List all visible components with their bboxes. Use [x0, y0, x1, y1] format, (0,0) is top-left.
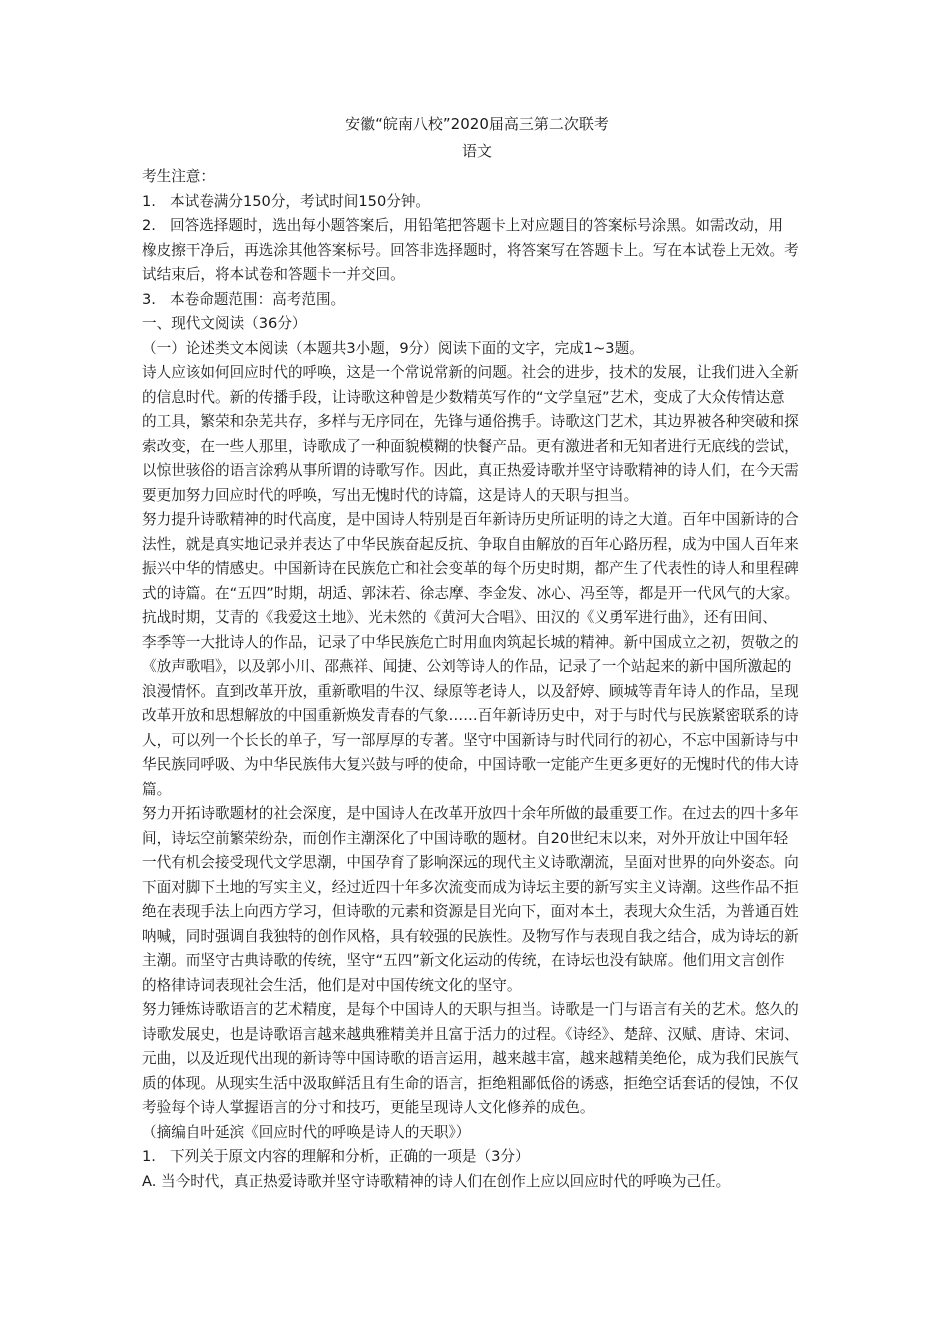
notice-item-number: 1.	[142, 192, 156, 210]
notice-item-text: 本试卷满分150分，考试时间150分钟。	[170, 192, 431, 210]
passage-paragraph	[142, 998, 812, 1121]
passage-line: 《放声歌唱》，以及郭小川、邵燕祥、闻捷、公刘等诗人的作品，记录了一个站起来的新中国所激起的	[142, 658, 792, 675]
notice-item-text: 试结束后，将本试卷和答题卡一并交回。	[142, 266, 405, 283]
passage-line: 努力锤炼诗歌语言的艺术精度，是每个中国诗人的天职与担当。诗歌是一门与语言有关的艺术。悠久的	[142, 1001, 799, 1018]
passage-source: （摘编自叶延滨《回应时代的呼唤是诗人的天职》）	[142, 1123, 471, 1141]
notice-heading: 考生注意：	[142, 168, 215, 185]
passage-line: 浪漫情怀。直到改革开放，重新歌唱的牛汉、绿原等老诗人，以及舒婷、顾城等青年诗人的作品，呈现	[142, 682, 799, 700]
notice-item	[142, 288, 812, 313]
exam-subject: 语文	[461, 142, 492, 160]
passage-line: 法性，就是真实地记录并表达了中华民族奋起反抗、争取自由解放的百年心路历程，成为中国人百年来	[142, 535, 799, 553]
question-number: 1.	[142, 1148, 156, 1165]
passage-line: 诗人应该如何回应时代的呼唤，这是一个常说常新的问题。社会的进步，技术的发展，让我们进入全新	[142, 364, 799, 381]
question-text: 下列关于原文内容的理解和分析，正确的一项是（3分）	[170, 1148, 530, 1165]
exam-title: 安徽“皖南八校”2020届高三第二次联考	[345, 115, 609, 133]
passage-line: 索改变，在一些人那里，诗歌成了一种面貌模糊的快餐产品。更有激进者和无知者进行无底线的尝试，	[142, 437, 799, 455]
passage-line: 下面对脚下土地的写实主义，经过近四十年多次流变而成为诗坛主要的新写实主义诗潮。这些作品不拒	[142, 878, 799, 896]
passage-line: 李季等一大批诗人的作品，记录了中华民族危亡时用血肉筑起长城的精神。新中国成立之初，贺敬之的	[142, 633, 799, 651]
passage-line: 绝在表现手法上向西方学习，但诗歌的元素和资源是目光向下，面对本土，表现大众生活，为普通百姓	[142, 903, 799, 920]
passage-line: 主潮。而坚守古典诗歌的传统，坚守“五四”新文化运动的传统，在诗坛也没有缺席。他们用文言创作	[142, 952, 785, 969]
passage-line: 以惊世骇俗的语言涂鸦从事所谓的诗歌写作。因此，真正热爱诗歌并坚守诗歌精神的诗人们，在今天需	[142, 462, 799, 479]
passage-line: 的工具，繁荣和杂芜共存，多样与无序同在，先锋与通俗携手。诗歌这门艺术，其边界被各种突破和探	[142, 413, 799, 430]
passage-line: 考验每个诗人掌握语言的分寸和技巧，更能呈现诗人文化修养的成色。	[142, 1099, 595, 1116]
notice-item	[142, 190, 812, 215]
passage-line: 间，诗坛空前繁荣纷杂，而创作主潮深化了中国诗歌的题材。自20世纪末以来，对外开放让中国年轻	[142, 829, 789, 847]
notice-section	[142, 165, 812, 312]
passage-line: 改革开放和思想解放的中国重新焕发青春的气象……百年新诗历史中，对于与时代与民族紧密联系的诗	[142, 707, 799, 724]
passage-line: 人，可以列一个长长的单子，写一部厚厚的专著。坚守中国新诗与时代同行的初心，不忘中国新诗与中	[142, 731, 799, 749]
document-page	[142, 112, 812, 1194]
notice-item-number: 2.	[142, 217, 156, 234]
notice-item-text: 本卷命题范围：高考范围。	[170, 290, 346, 308]
passage-line: 的格律诗词表现社会生活，他们是对中国传统文化的坚守。	[142, 976, 522, 994]
passage-line: 抗战时期，艾青的《我爱这土地》、光未然的《黄河大合唱》、田汉的《义勇军进行曲》，还有田间、	[142, 609, 777, 626]
passage-line: 质的体现。从现实生活中汲取鲜活且有生命的语言，拒绝粗鄙低俗的诱惑，拒绝空话套话的侵蚀，不仅	[142, 1074, 799, 1092]
passage-line: 呐喊，同时强调自我独特的创作风格，具有较强的民族性。及物写作与表现自我之结合，成为诗坛的新	[142, 927, 799, 945]
passage-paragraph	[142, 802, 812, 998]
passage-paragraph	[142, 361, 812, 508]
section-heading: 一、现代文阅读（36分）	[142, 315, 307, 332]
answer-option-a: A. 当今时代，真正热爱诗歌并坚守诗歌精神的诗人们在创作上应以回应时代的呼唤为己任。	[142, 1172, 731, 1190]
passage-line: 努力开拓诗歌题材的社会深度，是中国诗人在改革开放四十余年所做的最重要工作。在过去的四十多年	[142, 805, 799, 822]
passage-line: 的信息时代。新的传播手段，让诗歌这种曾是少数精英写作的“文学皇冠”艺术，变成了大众传情达意	[142, 388, 785, 406]
notice-item-text: 橡皮擦干净后，再选涂其他答案标号。回答非选择题时，将答案写在答题卡上。写在本试卷上无效。考	[142, 241, 799, 259]
passage-line: 要更加努力回应时代的呼唤，写出无愧时代的诗篇，这是诗人的天职与担当。	[142, 486, 639, 504]
passage-line: 一代有机会接受现代文学思潮，中国孕育了影响深远的现代主义诗歌潮流，呈面对世界的向外姿态。向	[142, 854, 799, 871]
notice-item-number: 3.	[142, 290, 156, 308]
passage-paragraph	[142, 508, 812, 802]
passage-line: 华民族同呼吸、为中华民族伟大复兴鼓与呼的使命，中国诗歌一定能产生更多更好的无愧时代的伟大诗	[142, 756, 799, 773]
notice-item-text: 回答选择题时，选出每小题答案后，用铅笔把答题卡上对应题目的答案标号涂黑。如需改动，用	[170, 217, 783, 234]
passage-line: 振兴中华的情感史。中国新诗在民族危亡和社会变革的每个历史时期，都产生了代表性的诗人和里程碑	[142, 560, 799, 577]
passage-line: 元曲，以及近现代出现的新诗等中国诗歌的语言运用，越来越丰富，越来越精美绝伦，成为我们民族气	[142, 1050, 799, 1067]
sub-section-heading: （一）论述类文本阅读（本题共3小题，9分）阅读下面的文字，完成1~3题。	[142, 339, 644, 357]
passage-line: 诗歌发展史，也是诗歌语言越来越典雅精美并且富于活力的过程。《诗经》、楚辞、汉赋、唐诗、宋词、	[142, 1025, 799, 1043]
passage-line: 努力提升诗歌精神的时代高度，是中国诗人特别是百年新诗历史所证明的诗之大道。百年中国新诗的合	[142, 511, 799, 528]
question-stem	[142, 1145, 812, 1170]
passage-line: 式的诗篇。在“五四”时期，胡适、郭沫若、徐志摩、李金发、冰心、冯至等，都是开一代风气的大家。	[142, 584, 800, 602]
passage-line: 篇。	[142, 780, 172, 798]
notice-item	[142, 214, 812, 239]
